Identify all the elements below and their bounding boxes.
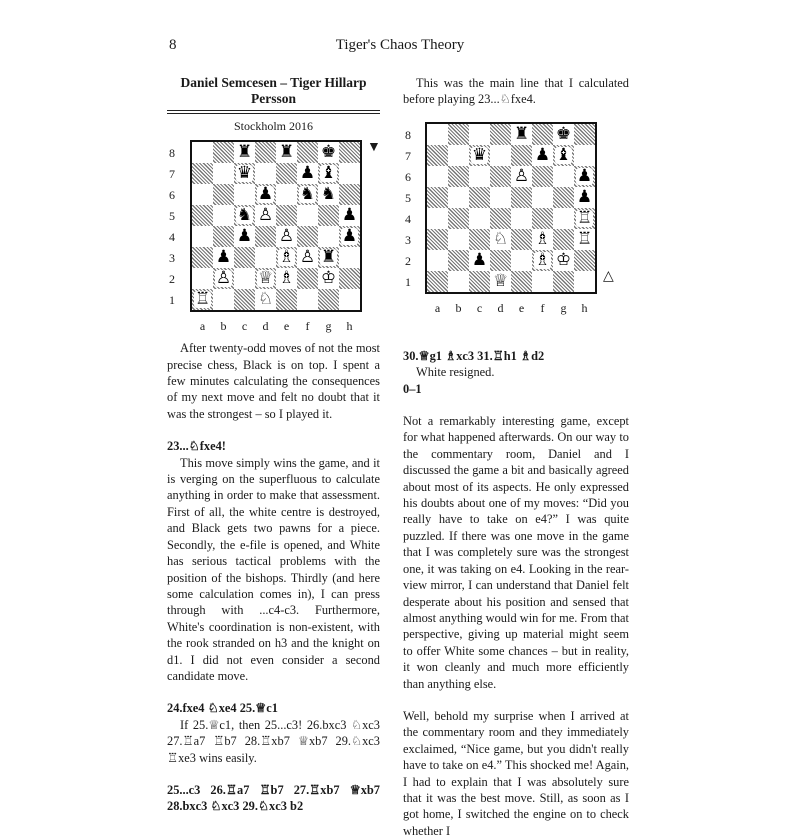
square-f1 (297, 289, 318, 310)
black-pawn-icon: ♟ (534, 144, 551, 165)
black-king-icon: ♚ (320, 142, 337, 163)
paragraph: White resigned. (416, 365, 495, 380)
square-c6 (234, 184, 255, 205)
square-d3 (490, 229, 511, 250)
square-e1 (511, 271, 532, 292)
square-c2 (469, 250, 490, 271)
square-e2 (511, 250, 532, 271)
square-c1 (234, 289, 255, 310)
black-knight-icon: ♞ (299, 184, 316, 205)
square-a2 (427, 250, 448, 271)
square-f5 (532, 187, 553, 208)
square-b2 (213, 268, 234, 289)
black-pawn-icon: ♟ (299, 163, 316, 184)
square-h7 (574, 145, 595, 166)
square-h3 (339, 247, 360, 268)
black-pawn-icon: ♟ (215, 247, 232, 268)
rank-label: 5 (169, 209, 175, 224)
rank-label: 6 (169, 188, 175, 203)
square-d5 (255, 205, 276, 226)
square-a1 (192, 289, 213, 310)
square-f4 (532, 208, 553, 229)
square-h8 (339, 142, 360, 163)
square-g7 (553, 145, 574, 166)
square-e7 (276, 163, 297, 184)
rank-label: 2 (169, 272, 175, 287)
square-b7 (448, 145, 469, 166)
rank-label: 4 (169, 230, 175, 245)
rank-label: 1 (405, 274, 411, 289)
diagram-2 (403, 122, 629, 348)
square-h4 (339, 226, 360, 247)
white-queen-icon: ♕ (492, 270, 509, 291)
rank-label: 8 (405, 127, 411, 142)
square-g3 (318, 247, 339, 268)
square-e5 (276, 205, 297, 226)
square-g8 (318, 142, 339, 163)
square-c8 (234, 142, 255, 163)
move-line: 25...c3 26.♖a7 ♖b7 27.♖xb7 ♕xb7 28.bxc3 ♘xc3 29.♘xc3 b2 (167, 782, 380, 814)
square-c4 (469, 208, 490, 229)
square-h6 (339, 184, 360, 205)
rank-label: 4 (405, 211, 411, 226)
file-label: c (241, 319, 248, 334)
rank-label: 6 (405, 169, 411, 184)
paragraph: After twenty-odd moves of not the most precise chess, Black is on top. I spent a few minutes calculating the consequences of my next move and felt no doubt that it was the strongest – so I played it. (167, 341, 380, 421)
left-column (167, 75, 380, 815)
move-line: 23...♘fxe4! (167, 439, 226, 454)
square-g2 (318, 268, 339, 289)
file-label: h (581, 300, 588, 315)
square-g4 (318, 226, 339, 247)
white-pawn-icon: ♙ (257, 205, 274, 226)
file-label: g (325, 319, 332, 334)
square-a8 (192, 142, 213, 163)
square-b3 (448, 229, 469, 250)
rank-label: 7 (405, 148, 411, 163)
square-b7 (213, 163, 234, 184)
square-g5 (318, 205, 339, 226)
white-bishop-icon: ♗ (278, 247, 295, 268)
square-f2 (297, 268, 318, 289)
paragraph: This move simply wins the game, and it is verging on the superfluous to calculate anything in order to make that assessment. First of all, the white centre is destroyed, and Black gets two pawns for a piece. Secondly, the e-file is opened, and White has serious tactical problems with the position of the bishops. Thirdly (and here some calculation comes in), I can press through with ...c4-c3. Furthermore, White's coordination is non-existent, with the rook stranded on h3 and the knight on d1. I did not even consider a second candidate move. (167, 455, 380, 683)
white-bishop-icon: ♗ (278, 268, 295, 289)
square-a5 (427, 187, 448, 208)
file-label: c (476, 300, 483, 315)
game-title: Daniel Semcesen – Tiger Hillarp Persson (180, 75, 367, 107)
square-b8 (448, 124, 469, 145)
square-a3 (192, 247, 213, 268)
white-knight-icon: ♘ (492, 228, 509, 249)
square-b5 (448, 187, 469, 208)
file-label: d (262, 319, 269, 334)
square-d1 (490, 271, 511, 292)
square-f3 (532, 229, 553, 250)
black-rook-icon: ♜ (236, 142, 253, 163)
square-g6 (318, 184, 339, 205)
paragraph: This was the main line that I calculated before playing 23...♘fxe4. (403, 76, 629, 107)
square-e8 (276, 142, 297, 163)
square-g1 (318, 289, 339, 310)
square-h4 (574, 208, 595, 229)
file-label: f (305, 319, 310, 334)
paragraph: If 25.♕c1, then 25...c3! 26.bxc3 ♘xc3 27.♖a7 ♖b7 28.♖xb7 ♕xb7 29.♘xc3 ♖xe3 wins easily. (167, 717, 380, 765)
square-a5 (192, 205, 213, 226)
square-f5 (297, 205, 318, 226)
title-rule (167, 110, 380, 114)
rank-label: 3 (169, 251, 175, 266)
file-label: b (455, 300, 462, 315)
file-label: b (220, 319, 227, 334)
file-label: a (199, 319, 206, 334)
square-d6 (255, 184, 276, 205)
black-queen-icon: ♛ (236, 163, 253, 184)
square-c1 (469, 271, 490, 292)
square-b6 (448, 166, 469, 187)
square-b1 (213, 289, 234, 310)
square-c7 (234, 163, 255, 184)
black-pawn-icon: ♟ (471, 249, 488, 270)
square-b8 (213, 142, 234, 163)
white-pawn-icon: ♙ (215, 268, 232, 289)
square-c8 (469, 124, 490, 145)
square-a4 (192, 226, 213, 247)
square-c3 (469, 229, 490, 250)
square-e5 (511, 187, 532, 208)
black-knight-icon: ♞ (320, 184, 337, 205)
square-a6 (192, 184, 213, 205)
square-c2 (234, 268, 255, 289)
file-label: g (560, 300, 567, 315)
square-c3 (234, 247, 255, 268)
square-e2 (276, 268, 297, 289)
square-b2 (448, 250, 469, 271)
square-b5 (213, 205, 234, 226)
square-h5 (574, 187, 595, 208)
square-h7 (339, 163, 360, 184)
square-d2 (490, 250, 511, 271)
square-e6 (276, 184, 297, 205)
black-to-move-icon: ▼ (367, 140, 381, 156)
running-title: Tiger's Chaos Theory (335, 37, 465, 53)
black-pawn-icon: ♟ (257, 184, 274, 205)
square-e1 (276, 289, 297, 310)
black-pawn-icon: ♟ (341, 205, 358, 226)
white-queen-icon: ♕ (257, 268, 274, 289)
chessboard-1 (190, 140, 362, 312)
diagram-1 (167, 140, 380, 340)
square-g1 (553, 271, 574, 292)
square-f8 (532, 124, 553, 145)
black-bishop-icon: ♝ (320, 163, 337, 184)
white-rook-icon: ♖ (576, 207, 593, 228)
square-e4 (276, 226, 297, 247)
square-d6 (490, 166, 511, 187)
black-king-icon: ♚ (555, 123, 572, 144)
white-pawn-icon: ♙ (278, 226, 295, 247)
square-c5 (469, 187, 490, 208)
square-d7 (490, 145, 511, 166)
black-pawn-icon: ♟ (576, 165, 593, 186)
white-rook-icon: ♖ (576, 228, 593, 249)
square-b3 (213, 247, 234, 268)
game-result: 0–1 (403, 381, 422, 396)
square-h2 (339, 268, 360, 289)
square-a1 (427, 271, 448, 292)
rank-label: 2 (405, 253, 411, 268)
square-d4 (490, 208, 511, 229)
square-d8 (490, 124, 511, 145)
black-pawn-icon: ♟ (576, 186, 593, 207)
game-place: Stockholm 2016 (233, 118, 313, 133)
rank-label: 5 (405, 190, 411, 205)
square-a7 (427, 145, 448, 166)
black-pawn-icon: ♟ (341, 226, 358, 247)
square-b4 (448, 208, 469, 229)
file-label: f (540, 300, 545, 315)
square-h1 (574, 271, 595, 292)
move-line: 24.fxe4 ♘xe4 25.♕c1 (167, 701, 278, 716)
black-pawn-icon: ♟ (236, 226, 253, 247)
square-e4 (511, 208, 532, 229)
square-a8 (427, 124, 448, 145)
square-f8 (297, 142, 318, 163)
square-d3 (255, 247, 276, 268)
black-rook-icon: ♜ (513, 123, 530, 144)
square-a2 (192, 268, 213, 289)
square-c5 (234, 205, 255, 226)
square-h1 (339, 289, 360, 310)
right-column (403, 75, 629, 839)
square-d8 (255, 142, 276, 163)
square-g5 (553, 187, 574, 208)
square-h5 (339, 205, 360, 226)
rank-label: 8 (169, 146, 175, 161)
black-rook-icon: ♜ (278, 142, 295, 163)
square-g3 (553, 229, 574, 250)
square-g4 (553, 208, 574, 229)
file-label: h (346, 319, 353, 334)
square-h6 (574, 166, 595, 187)
square-g8 (553, 124, 574, 145)
black-knight-icon: ♞ (236, 205, 253, 226)
square-b6 (213, 184, 234, 205)
paragraph: Well, behold my surprise when I arrived at the commentary room and they immediately exclaimed, “Nice game, but you didn't really have to take on e4.” This shocked me! Again, I had to explain that I was absolutely sure that it was the best move. Still, as soon as I got home, I switched the engine on to check whether I (403, 708, 629, 838)
white-pawn-icon: ♙ (513, 165, 530, 186)
rank-label: 1 (169, 293, 175, 308)
square-a6 (427, 166, 448, 187)
white-to-move-icon: △ (603, 268, 614, 284)
square-f7 (297, 163, 318, 184)
black-bishop-icon: ♝ (555, 144, 572, 165)
square-a4 (427, 208, 448, 229)
square-h2 (574, 250, 595, 271)
move-line: 30.♕g1 ♗xc3 31.♖h1 ♗d2 (403, 348, 545, 363)
square-e3 (276, 247, 297, 268)
paragraph: Not a remarkably interesting game, except for what happened afterwards. On our way to the commentary room, Daniel and I discussed the game a bit and basically agreed about most of its aspects. He only expressed his doubts about one of my moves: “Did you really have to take on e4?” I was quite puzzled. If there was one move in the game that I was completely sure was the strongest one, it was taking on e4. Looking in the rear-view mirror, I can understand that Daniel felt desperate about his position and sensed that almost anything would win for me. From that perspective, giving up material might seem to offer White some chances – but in reality, it won cleanly and much more efficiently than anything else. (403, 414, 629, 691)
square-b4 (213, 226, 234, 247)
square-h8 (574, 124, 595, 145)
white-bishop-icon: ♗ (534, 228, 551, 249)
square-c4 (234, 226, 255, 247)
black-queen-icon: ♛ (471, 144, 488, 165)
square-g2 (553, 250, 574, 271)
square-e8 (511, 124, 532, 145)
square-c6 (469, 166, 490, 187)
square-g6 (553, 166, 574, 187)
file-label: e (283, 319, 290, 334)
square-d7 (255, 163, 276, 184)
square-d2 (255, 268, 276, 289)
white-king-icon: ♔ (320, 268, 337, 289)
square-e6 (511, 166, 532, 187)
white-king-icon: ♔ (555, 249, 572, 270)
white-bishop-icon: ♗ (534, 249, 551, 270)
square-a7 (192, 163, 213, 184)
file-label: e (518, 300, 525, 315)
square-f7 (532, 145, 553, 166)
square-f3 (297, 247, 318, 268)
chessboard-2 (425, 122, 597, 294)
square-h3 (574, 229, 595, 250)
file-label: d (497, 300, 504, 315)
square-d4 (255, 226, 276, 247)
black-rook-icon: ♜ (320, 247, 337, 268)
file-label: a (434, 300, 441, 315)
square-f6 (297, 184, 318, 205)
square-c7 (469, 145, 490, 166)
square-e7 (511, 145, 532, 166)
rank-label: 3 (405, 232, 411, 247)
square-d1 (255, 289, 276, 310)
square-a3 (427, 229, 448, 250)
white-knight-icon: ♘ (257, 289, 274, 310)
square-b1 (448, 271, 469, 292)
square-f4 (297, 226, 318, 247)
square-f2 (532, 250, 553, 271)
square-e3 (511, 229, 532, 250)
white-pawn-icon: ♙ (299, 247, 316, 268)
square-f6 (532, 166, 553, 187)
square-f1 (532, 271, 553, 292)
rank-label: 7 (169, 167, 175, 182)
white-rook-icon: ♖ (194, 289, 211, 310)
square-d5 (490, 187, 511, 208)
square-g7 (318, 163, 339, 184)
page-number: 8 (169, 37, 177, 53)
